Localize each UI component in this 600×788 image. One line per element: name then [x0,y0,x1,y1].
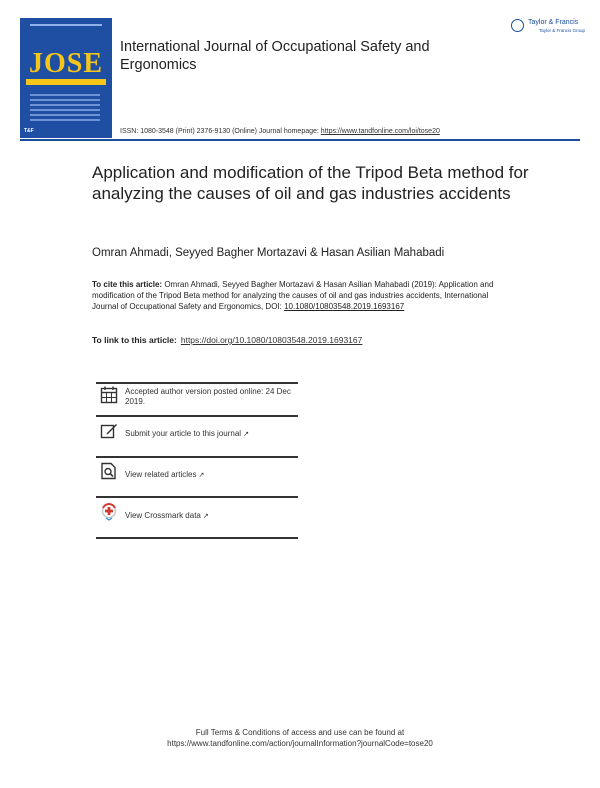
publisher-logo-name: Taylor & Francis [528,19,579,26]
journal-title: International Journal of Occupational Safety and Ergonomics [120,39,430,73]
article-title: Application and modification of the Tripod Beta method for analyzing the causes of oil and gas industries accidents [92,163,529,203]
article-doi-url[interactable]: https://doi.org/10.1080/10803548.2019.1693167 [180,335,363,345]
publisher-logo [511,18,586,36]
publisher-logo-icon [511,19,524,32]
header-divider [20,139,580,141]
article-link-line [92,335,362,345]
accepted-row [96,386,296,412]
related-articles-link[interactable]: View related articles [125,470,197,479]
journal-homepage-link[interactable]: https://www.tandfonline.com/loi/tose20 [320,128,440,135]
article-authors: Omran Ahmadi, Seyyed Bagher Mortazavi & Hasan Asilian Mahabadi [92,247,445,259]
article-link-label: To link to this article: [92,335,177,345]
citation-label: To cite this article: [92,280,163,289]
external-link-icon: ↗ [198,472,205,479]
info-box-rule [96,496,298,498]
submit-article-link[interactable]: Submit your article to this journal [125,429,242,438]
external-link-icon: ↗ [202,513,209,520]
issn-line [120,128,440,135]
citation-text: Omran Ahmadi, Seyyed Bagher Mortazavi & Hasan Asilian Mahabadi (2019): Application and modification of the Tripod Beta method for analyzing the causes of oil and gas industries accidents, International Journal of Occupational Safety and Ergonomics, DOI: [92,280,494,311]
info-box-top-rule [96,382,298,384]
submit-article-row[interactable] [96,422,296,444]
footer-terms-url[interactable]: https://www.tandfonline.com/action/journalInformation?journalCode=tose20 [167,739,433,748]
issn-text: ISSN: 1080-3548 (Print) 2376-9130 (Online) Journal homepage: [120,128,321,135]
edit-icon [100,422,118,440]
footer-terms: Full Terms & Conditions of access and use can be found at [195,728,405,737]
document-search-icon [100,462,118,480]
cover-title: JOSE [28,48,104,79]
external-link-icon: ↗ [243,431,249,438]
publisher-logo-group: Taylor & Francis Group [539,28,586,33]
crossmark-row[interactable] [96,503,296,527]
crossmark-icon [100,503,118,521]
info-box-bottom-rule [96,537,298,539]
citation [92,279,502,312]
info-box-rule [96,456,298,458]
calendar-icon [100,386,118,404]
related-articles-row[interactable] [96,462,296,484]
accepted-text: Accepted author version posted online: 24 Dec 2019. [125,387,291,406]
journal-cover-image: JOSE T&F [20,18,112,138]
crossmark-link[interactable]: View Crossmark data [125,511,201,520]
info-box-rule [96,415,298,417]
citation-doi-link[interactable]: 10.1080/10803548.2019.1693167 [284,302,405,311]
